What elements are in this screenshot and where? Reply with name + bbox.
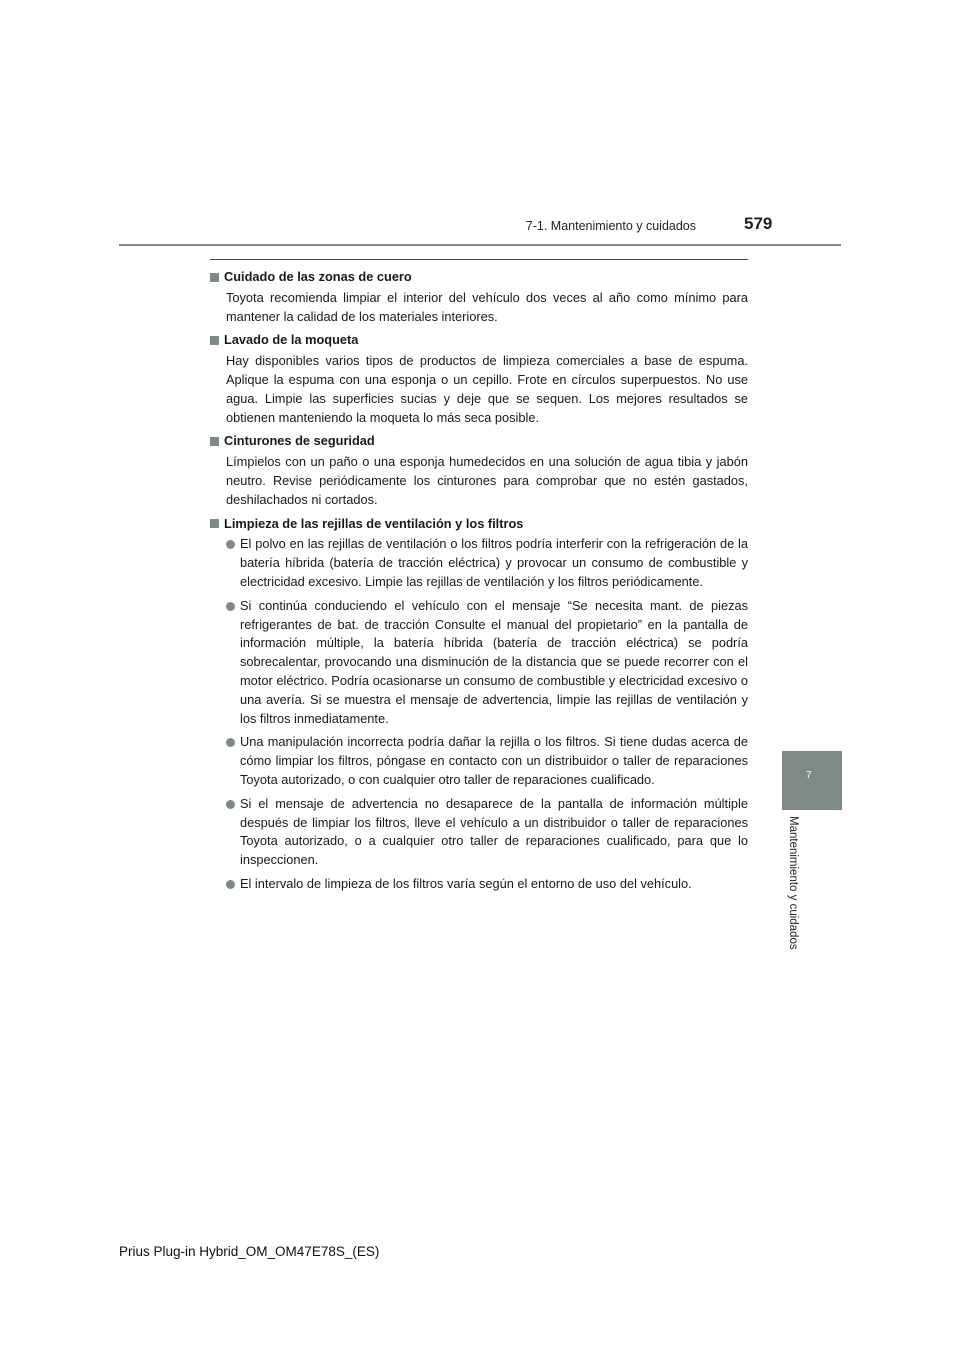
- section-title: [210, 432, 748, 451]
- section-vents-filters: [210, 515, 748, 894]
- chapter-tab-number: 7: [806, 770, 812, 781]
- circle-bullet-icon: [226, 738, 235, 747]
- list-item-text: Si continúa conduciendo el vehículo con el mensaje “Se necesita mant. de piezas refrigerantes de bat. de tracción Consulte el manual del propietario” en la pantalla de información múltiple, la batería híbrida (batería de tracción eléctrica) se podría sobrecalentar, provocando una disminución de la distancia que se puede recorrer con el motor eléctrico. Podría ocasionarse un consumo de combustible y electricidad excesivo o una avería. Si se muestra el mensaje de advertencia, limpie las rejillas de ventilación y los filtros inmediatamente.: [240, 597, 748, 726]
- section-title-text: Lavado de la moqueta: [224, 332, 359, 348]
- header-section-title: 7-1. Mantenimiento y cuidados: [525, 219, 696, 233]
- circle-bullet-icon: [226, 540, 235, 549]
- square-bullet-icon: [210, 519, 219, 528]
- section-title-text: Cuidado de las zonas de cuero: [224, 269, 412, 284]
- section-body: Toyota recomienda limpiar el interior del vehículo dos veces al año como mínimo para mantener la calidad de los materiales interiores.: [226, 289, 748, 324]
- list-item-text: Si el mensaje de advertencia no desaparece de la pantalla de información múltiple después de limpiar los filtros, lleve el vehículo a un distribuidor o taller de reparaciones Toyota autorizado, o a cualquier otro taller de reparaciones cualificado, para que lo inspeccionen.: [240, 795, 748, 868]
- section-body: Hay disponibles varios tipos de productos de limpieza comerciales a base de espuma. Aplique la espuma con una esponja o un cepillo. Frote en círculos superpuestos. No use agua. Limpie las superficies sucias y deje que se sequen. Los mejores resultados se obtienen manteniendo la moqueta lo más seca posible.: [226, 353, 748, 425]
- section-title: [210, 515, 748, 534]
- list-item-text: El intervalo de limpieza de los filtros varía según el entorno de uso del vehículo.: [240, 875, 692, 891]
- list-item-text: El polvo en las rejillas de ventilación o los filtros podría interferir con la refrigeración de la batería híbrida (batería de tracción eléctrica) y provocar un consumo de combustible y electricidad excesivo. Limpie las rejillas de ventilación y los filtros periódicamente.: [240, 536, 748, 589]
- list-item-text: Una manipulación incorrecta podría dañar la rejilla o los filtros. Si tiene dudas acerca de cómo limpiar los filtros, póngase en contacto con un distribuidor o taller de reparaciones Toyota autorizado, o con cualquier otro taller de reparaciones cualificado.: [240, 734, 748, 787]
- list-item: [226, 795, 748, 870]
- list-item: [226, 733, 748, 789]
- square-bullet-icon: [210, 336, 219, 345]
- chapter-tab: [782, 751, 842, 810]
- section-leather-care: [210, 268, 748, 326]
- square-bullet-icon: [210, 273, 219, 282]
- list-item: [226, 597, 748, 729]
- circle-bullet-icon: [226, 602, 235, 611]
- circle-bullet-icon: [226, 880, 235, 889]
- circle-bullet-icon: [226, 800, 235, 809]
- list-item: [226, 875, 748, 894]
- square-bullet-icon: [210, 437, 219, 446]
- section-title: [210, 331, 748, 350]
- list-item: [226, 535, 748, 591]
- page-number: 579: [744, 214, 773, 233]
- page-content: [210, 268, 748, 899]
- section-body: Límpielos con un paño o una esponja humedecidos en una solución de agua tibia y jabón neutro. Revise periódicamente los cinturones para comprobar que no estén gastados, deshilachados ni cortados.: [226, 454, 748, 507]
- section-title: [210, 268, 748, 287]
- section-seat-belts: [210, 432, 748, 509]
- chapter-tab-label: Mantenimiento y cuidados: [787, 816, 799, 950]
- footer-document-id: Prius Plug-in Hybrid_OM_OM47E78S_(ES): [119, 1244, 380, 1259]
- header-divider: [119, 244, 841, 246]
- section-carpet-washing: [210, 331, 748, 427]
- section-title-text: Cinturones de seguridad: [224, 433, 375, 449]
- section-title-text: Limpieza de las rejillas de ventilación y los filtros: [224, 515, 524, 531]
- content-top-divider: [210, 259, 748, 260]
